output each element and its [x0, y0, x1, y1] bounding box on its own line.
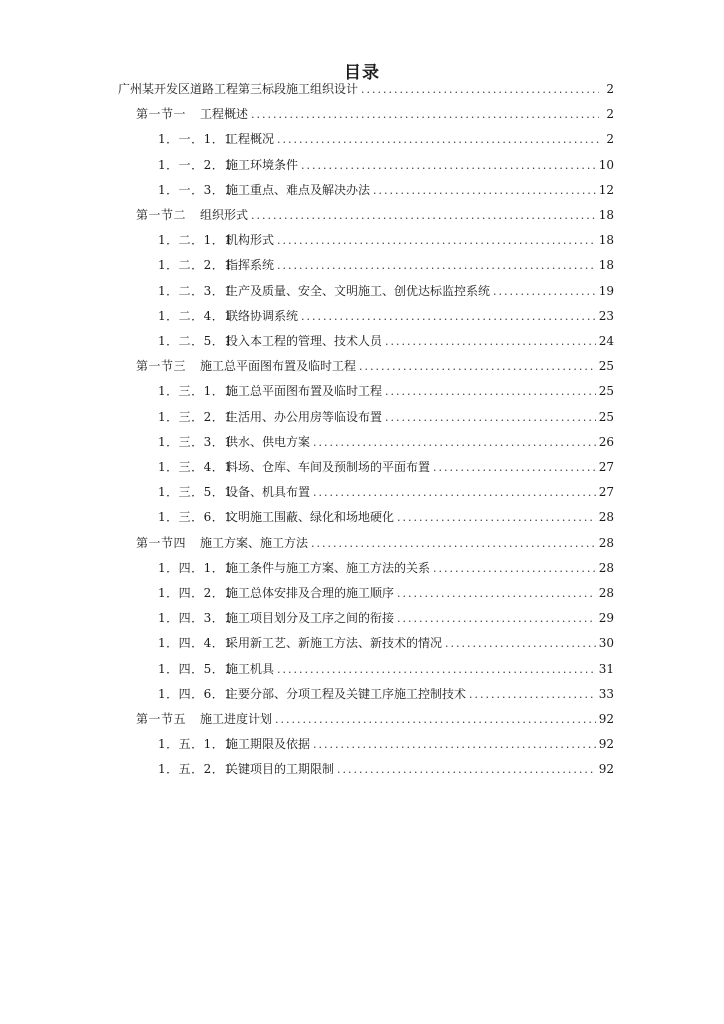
- toc-entry-number: 1．四．3．1: [158, 611, 233, 626]
- toc-entry-subsection[interactable]: [158, 308, 614, 325]
- toc-page-number: 26: [598, 434, 614, 449]
- toc-page-number: 92: [598, 737, 614, 752]
- toc-entry-title: 工程概述: [200, 107, 249, 122]
- toc-entry-subsection[interactable]: [158, 484, 614, 501]
- toc-entry-number: 1．一．1．1: [158, 132, 233, 147]
- toc-entry-title: 施工环境条件: [226, 157, 299, 172]
- toc-entry-title: 施工方案、施工方法: [200, 535, 309, 550]
- toc-entry-section[interactable]: [136, 358, 614, 375]
- toc-page-number: 92: [598, 712, 614, 726]
- toc-page-number: 25: [598, 359, 614, 374]
- toc-entry-number: 1．四．5．1: [158, 661, 233, 676]
- toc-entry-subsection[interactable]: [158, 157, 614, 174]
- toc-entry-title: 机构形式: [226, 233, 275, 248]
- toc-page-number: 31: [598, 661, 614, 676]
- toc-entry-subsection[interactable]: [158, 182, 614, 199]
- toc-entry-number: 1．二．2．1: [158, 258, 233, 273]
- toc-entry-title: 文明施工围蔽、绿化和场地硬化: [226, 510, 395, 525]
- toc-dot-leader: [433, 561, 596, 577]
- toc-entry-number: 1．三．2．1: [158, 409, 233, 424]
- toc-dot-leader: [373, 183, 596, 199]
- toc-dot-leader: [433, 460, 596, 476]
- toc-entry-title: 组织形式: [200, 208, 249, 222]
- toc-dot-leader: [311, 536, 596, 552]
- toc-entry-subsection[interactable]: [158, 560, 614, 577]
- toc-dot-leader: [385, 410, 596, 426]
- toc-entry-number: 1．五．2．1: [158, 762, 233, 777]
- toc-entry-number: 第一节五: [136, 712, 187, 726]
- toc-entry-title: 设备、机具布置: [226, 485, 311, 500]
- toc-dot-leader: [445, 636, 596, 652]
- toc-dot-leader: [313, 485, 596, 501]
- toc-entry-title: 施工总平面图布置及临时工程: [226, 384, 383, 399]
- toc-entry-number: 1．三．3．1: [158, 434, 233, 449]
- toc-entry-title: 供水、供电方案: [226, 434, 311, 449]
- toc-page-number: 27: [598, 485, 614, 500]
- toc-entry-number: 1．三．4．1: [158, 460, 233, 474]
- toc-entry-title: 施工重点、难点及解决办法: [226, 182, 371, 197]
- toc-entry-number: 1．二．3．1: [158, 283, 233, 298]
- toc-page-number: 28: [598, 510, 614, 525]
- toc-page-number: 23: [598, 308, 614, 323]
- toc-page-number: 18: [598, 233, 614, 248]
- toc-entry-number: 1．二．4．1: [158, 308, 233, 323]
- toc-entry-subsection[interactable]: [158, 459, 614, 476]
- toc-entry-subsection[interactable]: [158, 409, 614, 426]
- toc-entry-section[interactable]: [136, 207, 614, 224]
- toc-entry-title: 生活用、办公用房等临设布置: [226, 409, 383, 424]
- toc-page-number: 2: [606, 82, 614, 96]
- toc-entry-number: 第一节四: [136, 535, 187, 550]
- toc-entry-title: 广州某开发区道路工程第三标段施工组织设计: [118, 82, 359, 96]
- toc-dot-leader: [313, 737, 596, 753]
- toc-entry-number: 1．四．1．1: [158, 560, 233, 575]
- toc-page-number: 10: [598, 157, 614, 172]
- toc-dot-leader: [337, 762, 596, 778]
- toc-dot-leader: [385, 384, 596, 400]
- toc-entry-number: 1．三．6．1: [158, 510, 233, 525]
- toc-entry-subsection[interactable]: [158, 333, 614, 350]
- toc-page-number: 33: [598, 686, 614, 701]
- toc-page-number: 24: [598, 334, 614, 348]
- toc-dot-leader: [251, 107, 599, 123]
- toc-dot-leader: [277, 258, 596, 274]
- toc-entry-title: 施工总体安排及合理的施工顺序: [226, 586, 395, 600]
- toc-entry-subsection[interactable]: [158, 736, 614, 753]
- toc-entry-number: 1．三．5．1: [158, 485, 233, 500]
- toc-dot-leader: [301, 158, 596, 174]
- toc-entry-number: 第一节一: [136, 107, 187, 122]
- toc-page-number: 2: [606, 107, 614, 122]
- toc-dot-leader: [313, 435, 596, 451]
- toc-entry-title: 施工条件与施工方案、施工方法的关系: [226, 560, 431, 575]
- toc-entry-subsection[interactable]: [158, 509, 614, 526]
- toc-dot-leader: [361, 82, 599, 98]
- toc-dot-leader: [397, 611, 596, 627]
- toc-entry-section[interactable]: [136, 106, 614, 123]
- toc-entry-title: 投入本工程的管理、技术人员: [226, 334, 383, 348]
- toc-dot-leader: [397, 586, 596, 602]
- toc-entry-subsection[interactable]: [158, 686, 614, 703]
- toc-dot-leader: [275, 712, 596, 728]
- toc-entry-title: 施工总平面图布置及临时工程: [200, 359, 357, 374]
- toc-entry-section[interactable]: [136, 711, 614, 728]
- toc-entry-title: 施工项目划分及工序之间的衔接: [226, 611, 395, 626]
- toc-dot-leader: [385, 334, 596, 350]
- toc-entry-title: 料场、仓库、车间及预制场的平面布置: [226, 460, 431, 474]
- toc-entry-title: 施工进度计划: [200, 712, 273, 726]
- toc-title: 目录: [344, 63, 380, 83]
- toc-dot-leader: [277, 233, 596, 249]
- toc-entry-subsection[interactable]: [158, 585, 614, 602]
- toc-entry-subsection[interactable]: [158, 232, 614, 249]
- toc-entry-subsection[interactable]: [158, 761, 614, 778]
- toc-entry-subsection[interactable]: [158, 131, 614, 148]
- toc-page-number: 28: [598, 560, 614, 575]
- toc-entry-subsection[interactable]: [158, 283, 614, 300]
- toc-entry-subsection[interactable]: [158, 635, 614, 652]
- toc-page-number: 18: [598, 208, 614, 222]
- toc-page-number: 25: [598, 409, 614, 424]
- toc-entry-title: 联络协调系统: [226, 308, 299, 323]
- toc-page-number: 18: [598, 258, 614, 273]
- toc-entry-subsection[interactable]: [158, 610, 614, 627]
- toc-page-number: 27: [598, 460, 614, 474]
- toc-page-number: 12: [598, 182, 614, 197]
- toc-page-number: 30: [598, 636, 614, 651]
- toc-entry-number: 1．三．1．1: [158, 384, 233, 399]
- toc-page-number: 28: [598, 586, 614, 600]
- toc-entry-number: 1．五．1．1: [158, 737, 233, 752]
- toc-dot-leader: [277, 662, 596, 678]
- toc-dot-leader: [301, 309, 596, 325]
- toc-entry-number: 第一节二: [136, 208, 187, 222]
- toc-entry-title: 采用新工艺、新施工方法、新技术的情况: [226, 636, 443, 651]
- toc-entry-title: 关键项目的工期限制: [226, 762, 335, 777]
- toc-dot-leader: [493, 284, 596, 300]
- toc-page-number: 19: [598, 283, 614, 298]
- toc-dot-leader: [469, 687, 596, 703]
- toc-entry-subsection[interactable]: [158, 434, 614, 451]
- toc-entry-title: 施工机具: [226, 661, 275, 676]
- toc-dot-leader: [397, 510, 596, 526]
- toc-entry-document[interactable]: [118, 81, 614, 98]
- toc-entry-number: 1．四．4．1: [158, 636, 233, 651]
- toc-page-number: 92: [598, 762, 614, 777]
- toc-page-number: 2: [606, 132, 614, 147]
- toc-entry-number: 1．一．3．1: [158, 182, 233, 197]
- toc-entry-number: 1．四．2．1: [158, 586, 233, 600]
- toc-page-number: 28: [598, 535, 614, 550]
- toc-entry-number: 1．二．5．1: [158, 334, 233, 348]
- toc-entry-title: 生产及质量、安全、文明施工、创优达标监控系统: [226, 283, 491, 298]
- toc-entry-title: 施工期限及依据: [226, 737, 311, 752]
- toc-entry-title: 指挥系统: [226, 258, 275, 273]
- toc-entry-title: 工程概况: [226, 132, 275, 147]
- toc-entry-number: 1．四．6．1: [158, 686, 233, 701]
- toc-dot-leader: [251, 208, 596, 224]
- toc-entry-number: 1．二．1．1: [158, 233, 233, 248]
- toc-entry-subsection[interactable]: [158, 383, 614, 400]
- toc-entry-number: 第一节三: [136, 359, 187, 374]
- toc-entry-number: 1．一．2．1: [158, 157, 233, 172]
- toc-entry-subsection[interactable]: [158, 661, 614, 678]
- toc-dot-leader: [359, 359, 596, 375]
- toc-dot-leader: [277, 132, 599, 148]
- toc-page-number: 25: [598, 384, 614, 399]
- toc-page-number: 29: [598, 611, 614, 626]
- toc-entry-section[interactable]: [136, 535, 614, 552]
- toc-entry-title: 主要分部、分项工程及关键工序施工控制技术: [226, 686, 467, 701]
- toc-entry-subsection[interactable]: [158, 257, 614, 274]
